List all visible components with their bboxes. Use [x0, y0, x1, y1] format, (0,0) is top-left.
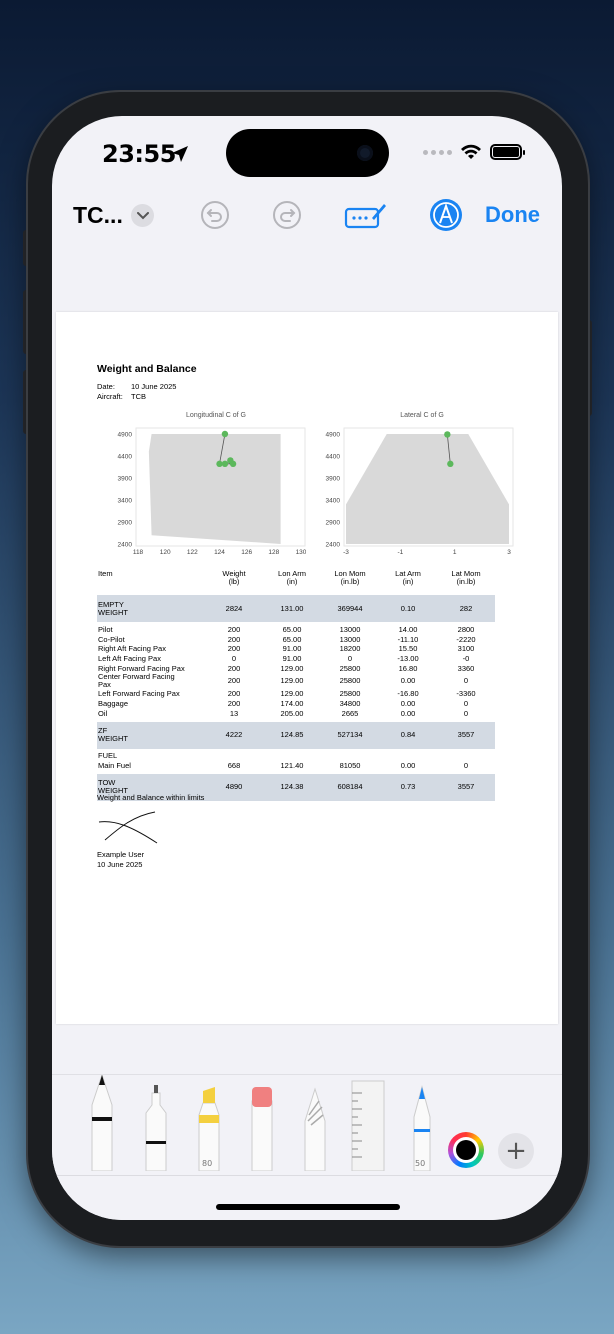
- eraser-tool-icon[interactable]: [248, 1085, 276, 1171]
- cg-data-point: [222, 461, 228, 467]
- lon-arm-cell: 129.00: [280, 689, 304, 699]
- y-tick-label: 4900: [117, 431, 132, 439]
- column-header: Lat Arm (in): [395, 569, 421, 586]
- lon-mom-cell: 18200: [339, 644, 361, 654]
- column-header: Lat Mom (in.lb): [451, 569, 481, 586]
- lon-arm-cell: 129.00: [280, 663, 304, 673]
- done-button[interactable]: Done: [485, 202, 540, 227]
- lat-arm-cell: 0.10: [400, 603, 416, 613]
- table-row: [97, 689, 495, 699]
- weight-cell: 200: [227, 676, 241, 686]
- item-cell: TOW WEIGHT: [98, 778, 128, 796]
- x-tick-label: 124: [214, 549, 225, 556]
- drawing-tools-palette: [52, 1074, 562, 1220]
- signer-date: 10 June 2025: [97, 859, 143, 869]
- x-tick-label: 122: [186, 549, 198, 556]
- table-row: [97, 761, 495, 771]
- lat-mom-cell: -2220: [456, 634, 476, 644]
- lat-arm-cell: 0.00: [400, 708, 416, 718]
- y-tick-label: 4400: [117, 453, 132, 461]
- cellular-signal-icon: [423, 150, 452, 155]
- highlighter-tool[interactable]: [195, 1085, 223, 1176]
- y-tick-label: 2900: [117, 519, 132, 527]
- lat-arm-cell: 0.00: [400, 676, 416, 686]
- lon-mom-cell: 2665: [341, 708, 359, 718]
- table-row: [97, 673, 495, 689]
- cg-envelope: [149, 434, 281, 544]
- lat-arm-cell: 16.80: [398, 663, 418, 673]
- lon-mom-cell: 25800: [339, 676, 361, 686]
- column-header: Item: [98, 569, 113, 578]
- column-header: Lon Mom (in.lb): [334, 569, 366, 586]
- front-camera: [357, 145, 373, 161]
- document-heading: Weight and Balance: [97, 363, 197, 375]
- x-tick-label: 3: [507, 549, 511, 556]
- ruler-tool-icon[interactable]: [350, 1079, 386, 1171]
- cg-data-point: [447, 461, 453, 467]
- marker-tool[interactable]: [408, 1085, 436, 1176]
- lon-mom-cell: 369944: [337, 603, 363, 613]
- y-tick-label: 3400: [117, 497, 132, 505]
- limits-status: Weight and Balance within limits: [97, 793, 205, 802]
- item-cell: Co-Pilot: [98, 634, 125, 644]
- x-tick-label: 118: [132, 549, 144, 556]
- weight-cell: 200: [227, 624, 241, 634]
- lat-arm-cell: 0.00: [400, 698, 416, 708]
- weight-cell: 0: [231, 653, 237, 663]
- lon-arm-cell: 124.38: [280, 782, 304, 792]
- lat-mom-cell: -0: [462, 653, 470, 663]
- x-tick-label: -3: [343, 549, 349, 556]
- palette-divider: [52, 1175, 562, 1176]
- item-cell: Right Aft Facing Pax: [98, 644, 166, 654]
- lat-mom-cell: -3360: [456, 689, 476, 699]
- lat-mom-cell: 0: [463, 676, 469, 686]
- lon-arm-cell: 91.00: [282, 644, 302, 654]
- handwritten-signature: [97, 810, 161, 846]
- title-menu-button[interactable]: [131, 204, 154, 227]
- y-tick-label: 2900: [325, 519, 340, 527]
- lon-arm-cell: 174.00: [280, 698, 304, 708]
- lon-arm-cell: 124.85: [280, 730, 304, 739]
- chart-title: Longitudinal C of G: [186, 412, 246, 419]
- weight-cell: 200: [227, 644, 241, 654]
- document-page[interactable]: [56, 312, 558, 1024]
- lat-arm-cell: -11.10: [397, 634, 419, 644]
- lon-mom-cell: 25800: [339, 663, 361, 673]
- add-tool-button[interactable]: [498, 1133, 534, 1169]
- lat-arm-cell: 15.50: [398, 644, 418, 654]
- x-tick-label: 126: [241, 549, 253, 556]
- text-box-signature-icon[interactable]: [344, 200, 388, 230]
- table-row: [97, 625, 495, 635]
- color-picker-button[interactable]: [448, 1132, 484, 1168]
- lat-mom-cell: 0: [463, 698, 469, 708]
- date-value: 10 June 2025: [131, 382, 177, 391]
- lat-arm-cell: 0.00: [400, 761, 416, 771]
- weight-cell: 4222: [225, 730, 243, 739]
- marker-width-label: 50: [415, 1159, 426, 1168]
- lon-mom-cell: 25800: [339, 689, 361, 699]
- item-cell: Left Forward Facing Pax: [98, 689, 180, 699]
- table-row: [97, 722, 495, 749]
- item-cell: EMPTY WEIGHT: [98, 599, 128, 617]
- lon-arm-cell: 129.00: [280, 676, 304, 686]
- lon-mom-cell: 13000: [339, 634, 361, 644]
- lon-arm-cell: 65.00: [282, 634, 302, 644]
- document-title[interactable]: TC...: [73, 202, 123, 228]
- lateral-cg-chart: [304, 412, 514, 562]
- undo-icon[interactable]: [200, 200, 230, 230]
- lon-mom-cell: 0: [347, 653, 353, 663]
- plus-icon: +: [505, 1136, 527, 1166]
- pen-tool-icon[interactable]: [88, 1075, 116, 1171]
- x-tick-label: -1: [397, 549, 404, 556]
- lat-arm-cell: -13.00: [397, 653, 419, 663]
- lat-mom-cell: 3557: [457, 730, 475, 739]
- cg-envelope: [346, 434, 509, 544]
- y-tick-label: 2400: [325, 541, 340, 549]
- lat-mom-cell: 0: [463, 708, 469, 718]
- longitudinal-cg-plot: [96, 412, 306, 562]
- lon-mom-cell: 81050: [339, 761, 361, 771]
- table-row: [97, 654, 495, 664]
- table-header-row: [97, 570, 495, 592]
- lat-mom-cell: 3557: [457, 782, 475, 792]
- date-label: Date:: [97, 382, 115, 391]
- table-row: [97, 699, 495, 709]
- screen: [52, 116, 562, 1220]
- lat-arm-cell: 0.84: [400, 730, 416, 739]
- lat-mom-cell: 0: [463, 761, 469, 771]
- document-meta: [97, 382, 176, 401]
- lon-arm-cell: 65.00: [282, 624, 302, 634]
- table-row: [97, 752, 495, 762]
- longitudinal-cg-chart: [96, 412, 306, 562]
- lon-mom-cell: 13000: [339, 624, 361, 634]
- lat-arm-cell: 0.73: [400, 782, 416, 792]
- y-tick-label: 2400: [117, 541, 132, 549]
- column-header: Lon Arm (in): [278, 569, 306, 586]
- dynamic-island: [226, 129, 389, 177]
- markup-toolbar: [52, 196, 562, 248]
- lon-mom-cell: 608184: [337, 782, 363, 792]
- lat-mom-cell: 2800: [457, 624, 475, 634]
- weight-cell: 200: [227, 698, 241, 708]
- lon-mom-cell: 34800: [339, 698, 361, 708]
- item-cell: Left Aft Facing Pax: [98, 653, 161, 663]
- home-indicator[interactable]: [216, 1204, 400, 1210]
- item-cell: Right Forward Facing Pax: [98, 663, 185, 673]
- battery-icon: [490, 144, 522, 160]
- x-tick-label: 128: [268, 549, 280, 556]
- status-icons: [423, 144, 522, 160]
- wifi-icon: [460, 144, 482, 160]
- chart-title: Lateral C of G: [400, 412, 444, 419]
- table-row: [97, 709, 495, 719]
- table-row: [97, 644, 495, 654]
- signature-block: [97, 850, 144, 869]
- redo-icon[interactable]: [272, 200, 302, 230]
- markup-pen-icon[interactable]: [429, 198, 463, 232]
- lon-arm-cell: 121.40: [280, 761, 304, 771]
- aircraft-label: Aircraft:: [97, 391, 123, 401]
- cg-data-point: [227, 457, 233, 463]
- lateral-cg-plot: [304, 412, 514, 562]
- signer-name: Example User: [97, 850, 145, 859]
- weight-cell: 668: [227, 761, 241, 771]
- location-arrow-icon: [170, 144, 190, 164]
- lon-arm-cell: 91.00: [282, 653, 302, 663]
- highlighter-opacity-label: 80: [202, 1159, 213, 1168]
- lat-mom-cell: 3360: [457, 663, 475, 673]
- table-row: [97, 595, 495, 622]
- lat-arm-cell: 14.00: [398, 624, 418, 634]
- chevron-down-icon: [137, 212, 149, 220]
- x-tick-label: 120: [159, 549, 171, 556]
- fineliner-tool-icon[interactable]: [142, 1085, 170, 1171]
- lat-mom-cell: 282: [459, 603, 473, 613]
- item-cell: Pilot: [98, 624, 113, 634]
- weight-cell: 13: [229, 708, 239, 718]
- y-tick-label: 4400: [325, 453, 340, 461]
- cg-data-point: [222, 431, 228, 437]
- y-tick-label: 3900: [117, 475, 132, 483]
- table-row: [97, 635, 495, 645]
- y-tick-label: 3400: [325, 497, 340, 505]
- weight-cell: 200: [227, 663, 241, 673]
- lat-arm-cell: -16.80: [397, 689, 419, 699]
- lon-mom-cell: 527134: [337, 730, 363, 739]
- weight-cell: 200: [227, 634, 241, 644]
- weight-cell: 200: [227, 689, 241, 699]
- selected-color-swatch: [453, 1137, 479, 1163]
- item-cell: Baggage: [98, 698, 129, 708]
- weight-cell: 2824: [225, 603, 243, 613]
- item-cell: ZF WEIGHT: [98, 726, 128, 743]
- item-cell: FUEL: [98, 751, 118, 761]
- weight-balance-table: [97, 570, 495, 804]
- x-tick-label: 1: [452, 549, 457, 556]
- status-time: 23:55: [102, 140, 176, 168]
- y-tick-label: 3900: [325, 475, 340, 483]
- column-header: Weight (lb): [222, 569, 246, 586]
- y-tick-label: 4900: [325, 431, 340, 439]
- aircraft-value: TCB: [131, 391, 146, 401]
- item-cell: Oil: [98, 708, 108, 718]
- x-tick-label: 130: [295, 549, 306, 556]
- lasso-tool-icon[interactable]: [301, 1085, 329, 1171]
- cg-data-point: [444, 431, 450, 437]
- lat-mom-cell: 3100: [457, 644, 475, 654]
- table-body: [97, 595, 495, 801]
- weight-cell: 4890: [225, 782, 243, 792]
- item-cell: Main Fuel: [98, 761, 131, 771]
- lon-arm-cell: 205.00: [280, 708, 304, 718]
- lon-arm-cell: 131.00: [280, 603, 304, 613]
- item-cell: Center Forward Facing Pax: [98, 672, 175, 690]
